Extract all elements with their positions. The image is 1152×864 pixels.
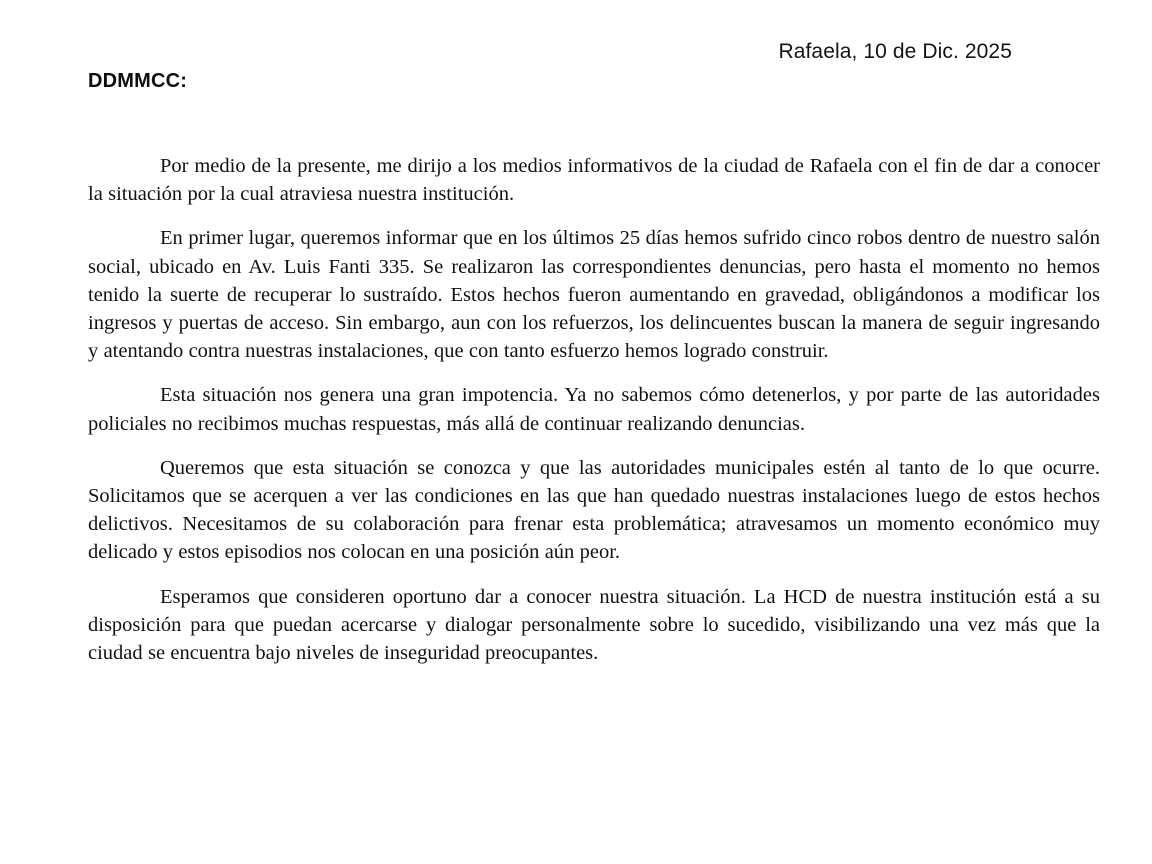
body-paragraph: Esperamos que consideren oportuno dar a conocer nuestra situación. La HCD de nuestra institución está a su disposición para que puedan acercarse y dialogar personalmente sobre lo sucedido, visibilizando una vez más que la ciudad se encuentra bajo niveles de inseguridad preocupantes. [88, 585, 1100, 665]
recipient-label: DDMMCC: [88, 70, 188, 92]
body-paragraph: Esta situación nos genera una gran impotencia. Ya no sabemos cómo detenerlos, y por parte de las autoridades policiales no recibimos muchas respuestas, más allá de continuar realizando denuncias. [88, 384, 1100, 435]
body-paragraph: En primer lugar, queremos informar que en los últimos 25 días hemos sufrido cinco robos dentro de nuestro salón social, ubicado en Av. Luis Fanti 335. Se realizaron las correspondientes denuncias, pero hasta el momento no hemos tenido la suerte de recuperar lo sustraído. Estos hechos fueron aumentando en gravedad, obligándonos a modificar los ingresos y puertas de acceso. Sin embargo, aun con los refuerzos, los delincuentes buscan la manera de seguir ingresando y atentando contra nuestras instalaciones, que con tanto esfuerzo hemos logrado construir. [88, 227, 1100, 363]
date-line: Rafaela, 10 de Dic. 2025 [778, 40, 1012, 63]
body-paragraph: Queremos que esta situación se conozca y que las autoridades municipales estén al tanto de lo que ocurre. Solicitamos que se acerquen a ver las condiciones en las que han quedado nuestras instalaciones luego de estos hechos delictivos. Necesitamos de su colaboración para frenar esta problemática; atravesamos un momento económico muy delicado y estos episodios nos colocan en una posición aún peor. [88, 456, 1100, 564]
body-paragraph: Por medio de la presente, me dirijo a los medios informativos de la ciudad de Rafaela con el fin de dar a conocer la situación por la cual atraviesa nuestra institución. [88, 155, 1100, 206]
letter-header [0, 0, 1152, 120]
letter-body [88, 152, 1100, 667]
